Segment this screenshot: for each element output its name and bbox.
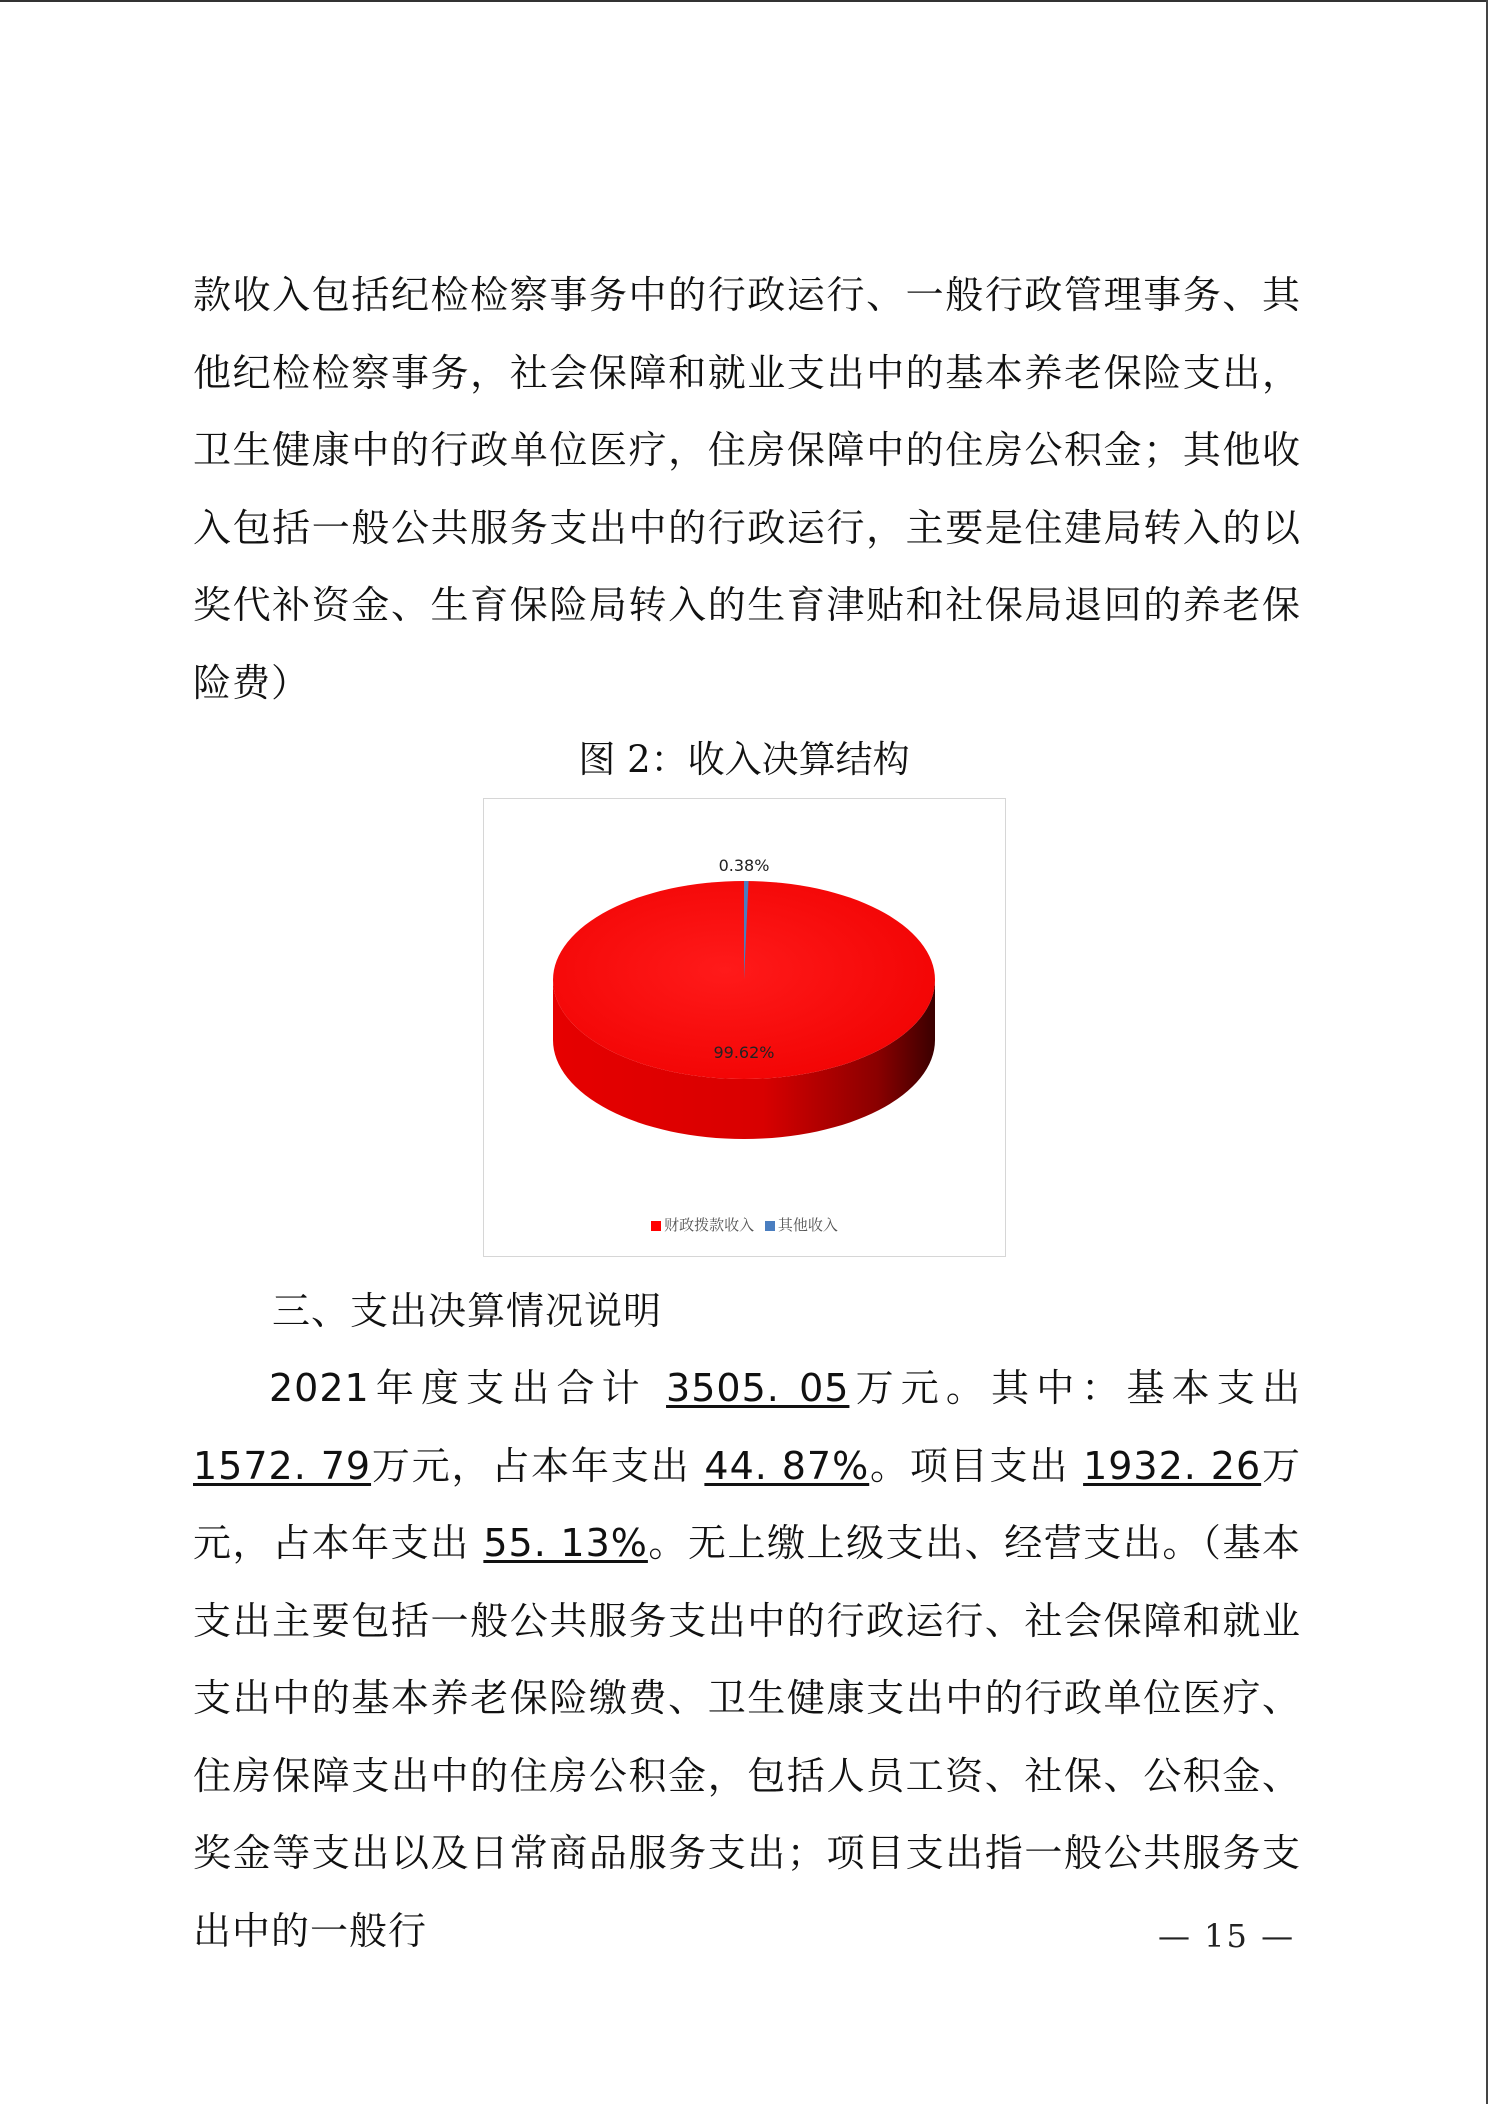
paragraph-income-notes: 款收入包括纪检检察事务中的行政运行、一般行政管理事务、其他纪检检察事务，社会保障和就业支出中的基本养老保险支出，卫生健康中的行政单位医疗，住房保障中的住房公积金；其他收入包括一般公共服务支出中的行政运行，主要是住建局转入的以奖代补资金、生育保险局转入的生育津贴和社保局退回的养老保险费）	[193, 273, 1301, 705]
basic-percent: 44. 87%	[704, 1443, 870, 1488]
legend-item-fiscal	[651, 1216, 759, 1234]
page-number: — 15 —	[1158, 1917, 1296, 1955]
top-border	[0, 0, 1488, 2]
text-run: 年度支出合计	[369, 1366, 647, 1410]
income-structure-chart	[483, 798, 1006, 1257]
legend-label-fiscal: 财政拨款收入	[664, 1216, 755, 1234]
legend-label-other: 其他收入	[777, 1216, 838, 1234]
figure-caption: 图 2：收入决算结构	[578, 738, 910, 781]
project-percent: 55. 13%	[483, 1521, 648, 1565]
section-heading: 三、支出决算情况说明	[272, 1289, 663, 1333]
legend-item-other	[765, 1216, 838, 1234]
text-run: 万元，占本年支出	[193, 1443, 1301, 1565]
legend-swatch-other	[765, 1221, 775, 1231]
basic-expenditure: 1572. 79	[193, 1443, 372, 1488]
data-label-fiscal-income: 99.62%	[713, 1043, 775, 1062]
year: 2021	[269, 1366, 370, 1410]
chart-legend	[484, 1214, 1005, 1235]
text-run: 万元，占本年支出	[371, 1443, 691, 1488]
text-run: 。项目支出	[869, 1443, 1070, 1488]
total-expenditure: 3505. 05	[666, 1366, 850, 1410]
legend-swatch-fiscal	[651, 1221, 661, 1231]
pie-chart-svg	[484, 799, 1005, 1199]
paragraph-expenditure	[193, 1350, 1301, 1970]
text-run: 万元。其中：基本支出	[849, 1366, 1301, 1410]
data-label-other-income: 0.38%	[718, 856, 770, 875]
text-run: 。无上缴上级支出、经营支出。（基本支出主要包括一般公共服务支出中的行政运行、社会保障和就业支出中的基本养老保险缴费、卫生健康支出中的行政单位医疗、住房保障支出中的住房公积金，包括人员工资、社保、公积金、奖金等支出以及日常商品服务支出；项目支出指一般公共服务支出中的一般行	[193, 1521, 1301, 1953]
project-expenditure: 1932. 26	[1083, 1443, 1262, 1488]
